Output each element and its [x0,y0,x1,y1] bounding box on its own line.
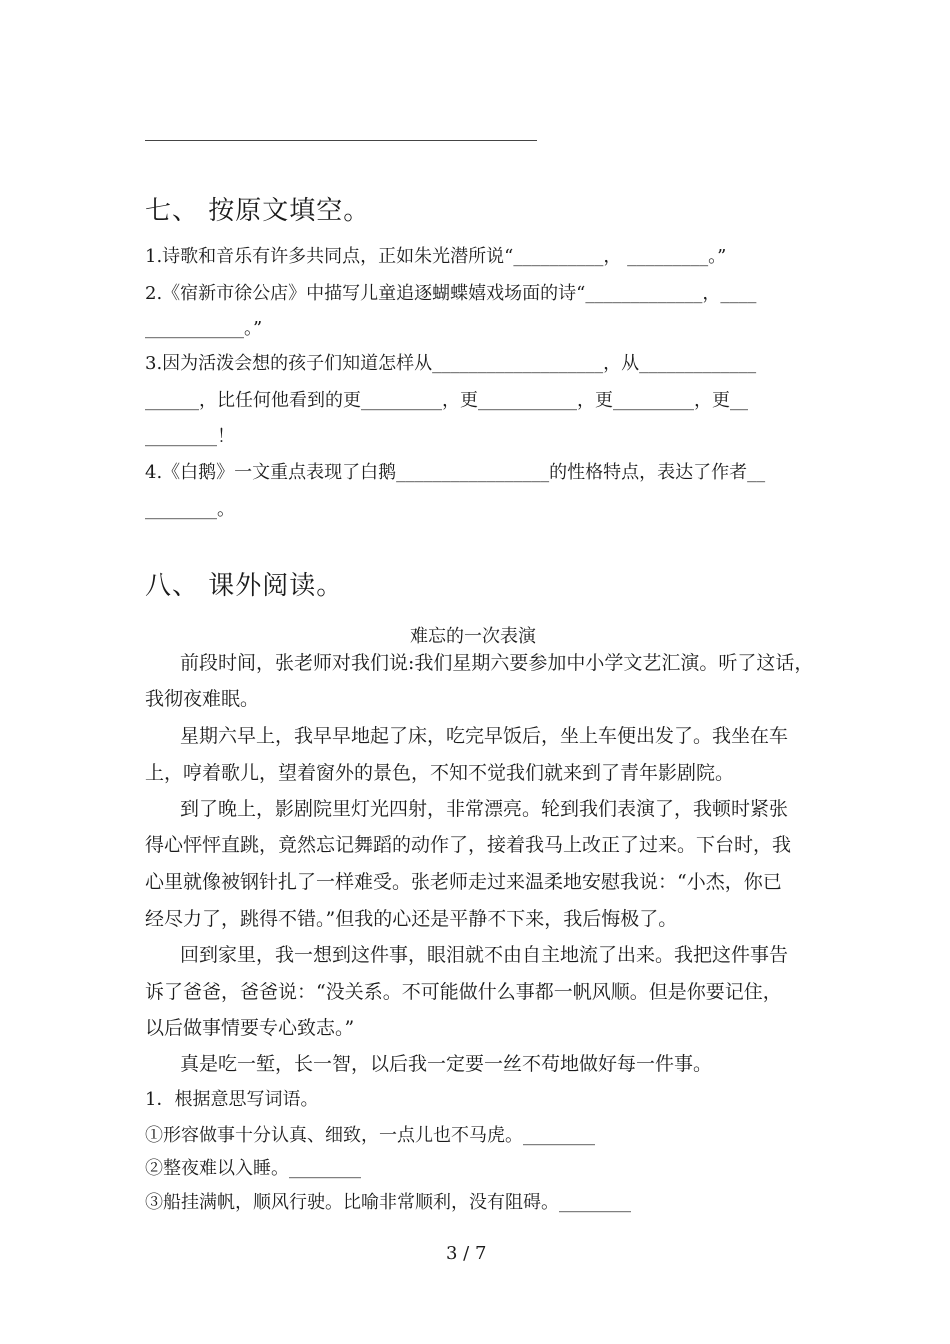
article-line: 以后做事情要专心致志。” [145,1017,355,1039]
article-line: 经尽力了，跳得不错。”但我的心还是平静不下来，我后悔极了。 [145,908,678,930]
article-line: 我彻夜难眠。 [145,688,260,710]
article-line: 上，哼着歌儿，望着窗外的景色，不知不觉我们就来到了青年影剧院。 [145,762,735,784]
page-number: 3 / 7 [446,1243,487,1264]
section-8-heading: 八、 课外阅读。 [145,571,344,601]
question-7-3-line1: 3.因为活泼会想的孩子们知道怎样从___________________，从_____________ [145,353,757,374]
article-line: 星期六早上，我早早地起了床，吃完早饭后，坐上车便出发了。我坐在车 [180,725,789,747]
article-line: 前段时间，张老师对我们说:我们星期六要参加中小学文艺汇演。听了这话， [180,652,814,674]
article-line: 到了晚上，影剧院里灯光四射，非常漂亮。轮到我们表演了，我顿时紧张 [180,798,789,820]
question-7-2-line1: 2.《宿新市徐公店》中描写儿童追逐蝴蝶嬉戏场面的诗“_____________，____ [145,283,757,304]
article-line: 心里就像被钢针扎了一样难受。张老师走过来温柔地安慰我说：“小杰，你已 [145,871,782,893]
question-7-3-line2: ______，比任何他看到的更_________，更___________，更_________，更__ [145,390,748,411]
question-8-1-title: 1．根据意思写词语。 [145,1089,319,1110]
question-7-4-line2: ________。 [145,499,235,520]
article-line: 诉了爸爸，爸爸说：“没关系。不可能做什么事都一帆风顺。但是你要记住， [145,981,782,1003]
question-7-4-line1: 4.《白鹅》一文重点表现了白鹅_________________的性格特点，表达了作者__ [145,462,766,483]
article-line: 真是吃一堑，长一智，以后我一定要一丝不苟地做好每一件事。 [180,1053,713,1075]
question-8-1-item: ③船挂满帆，顺风行驶。比喻非常顺利，没有阻碍。________ [145,1192,631,1213]
section-7-heading: 七、 按原文填空。 [145,196,371,226]
question-7-3-line3: ________！ [145,426,235,447]
question-8-1-item: ①形容做事十分认真、细致，一点儿也不马虎。________ [145,1125,595,1146]
article-line: 回到家里，我一想到这件事，眼泪就不由自主地流了出来。我把这件事告 [180,944,789,966]
question-7-1: 1.诗歌和音乐有许多共同点，正如朱光潜所说“__________， _________。” [145,246,727,267]
question-8-1-item: ②整夜难以入睡。________ [145,1158,361,1179]
answer-line [145,140,537,141]
article-line: 得心怦怦直跳，竟然忘记舞蹈的动作了，接着我马上改正了过来。下台时，我 [145,834,792,856]
question-7-2-line2: ___________。” [145,318,263,339]
article-title: 难忘的一次表演 [410,626,536,647]
